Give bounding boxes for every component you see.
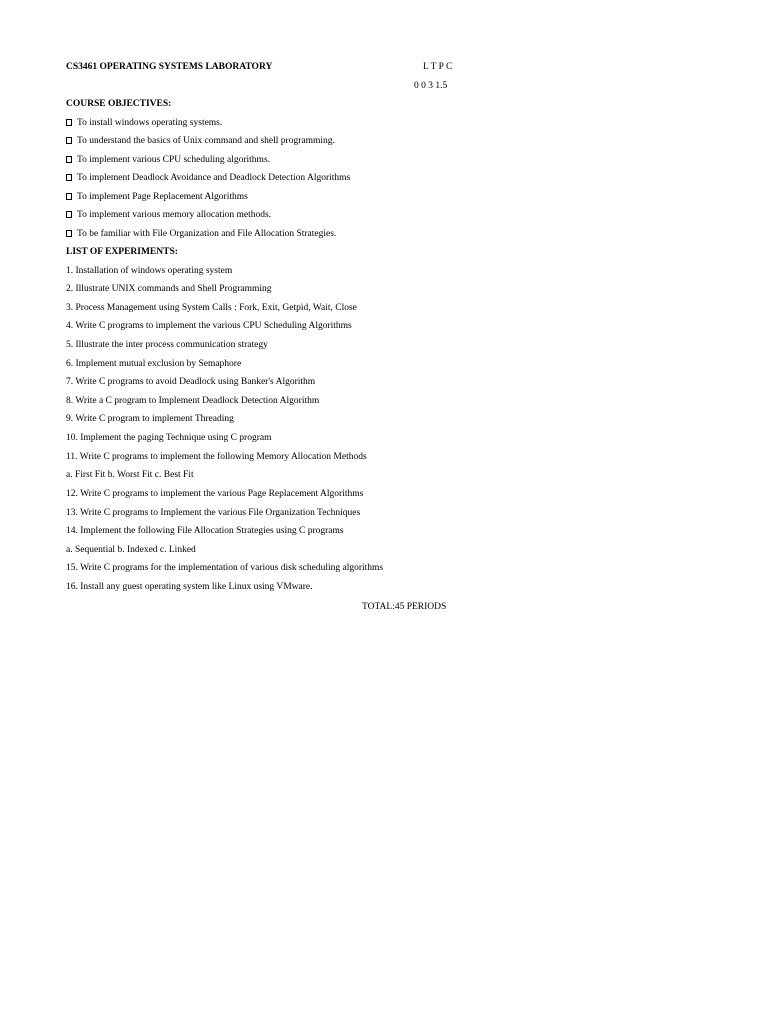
experiment-item: 8. Write a C program to Implement Deadlock Detection Algorithm [66,396,320,406]
bullet-box-icon [66,156,72,163]
experiment-item: 10. Implement the paging Technique using C program [66,433,272,443]
experiment-item: 14. Implement the following File Allocation Strategies using C programs [66,526,344,536]
ltpc-values: 0 0 3 1.5 [414,81,448,91]
experiment-item: 13. Write C programs to Implement the various File Organization Techniques [66,508,361,518]
experiment-item: 5. Illustrate the inter process communication strategy [66,340,268,350]
experiment-item: 16. Install any guest operating system like Linux using VMware. [66,582,313,592]
objective-text: To install windows operating systems. [77,118,223,128]
bullet-box-icon [66,211,72,218]
total-periods: TOTAL:45 PERIODS [362,602,447,612]
experiment-item: 15. Write C programs for the implementation of various disk scheduling algorithms [66,563,384,573]
objective-text: To understand the basics of Unix command and shell programming. [77,136,335,146]
objectives-heading: COURSE OBJECTIVES: [66,99,172,109]
objective-item [66,228,336,240]
objective-text: To implement various CPU scheduling algorithms. [77,155,271,165]
experiment-subitem: a. Sequential b. Indexed c. Linked [66,545,196,555]
objective-item [66,117,222,129]
objective-item [66,209,271,221]
bullet-box-icon [66,119,72,126]
objective-text: To implement various memory allocation methods. [77,210,272,220]
objective-text: To implement Deadlock Avoidance and Deadlock Detection Algorithms [77,173,351,183]
objective-text: To be familiar with File Organization and File Allocation Strategies. [77,229,337,239]
bullet-box-icon [66,193,72,200]
ltpc-label: L T P C [423,62,453,72]
objective-item [66,135,335,147]
bullet-box-icon [66,174,72,181]
objective-item [66,172,350,184]
experiment-item: 6. Implement mutual exclusion by Semaphore [66,359,242,369]
experiment-item: 7. Write C programs to avoid Deadlock using Banker's Algorithm [66,377,316,387]
experiment-item: 12. Write C programs to implement the various Page Replacement Algorithms [66,489,364,499]
experiment-subitem: a. First Fit b. Worst Fit c. Best Fit [66,470,194,480]
bullet-box-icon [66,137,72,144]
experiment-item: 1. Installation of windows operating system [66,266,233,276]
experiment-item: 3. Process Management using System Calls : Fork, Exit, Getpid, Wait, Close [66,303,357,313]
objective-text: To implement Page Replacement Algorithms [77,192,248,202]
course-title: CS3461 OPERATING SYSTEMS LABORATORY [66,62,273,72]
experiment-item: 9. Write C program to implement Threading [66,414,234,424]
bullet-box-icon [66,230,72,237]
experiments-heading: LIST OF EXPERIMENTS: [66,247,178,257]
objective-item [66,191,248,203]
objective-item [66,154,270,166]
experiment-item: 4. Write C programs to implement the various CPU Scheduling Algorithms [66,321,352,331]
experiment-item: 2. Illustrate UNIX commands and Shell Programming [66,284,272,294]
experiment-item: 11. Write C programs to implement the following Memory Allocation Methods [66,452,367,462]
